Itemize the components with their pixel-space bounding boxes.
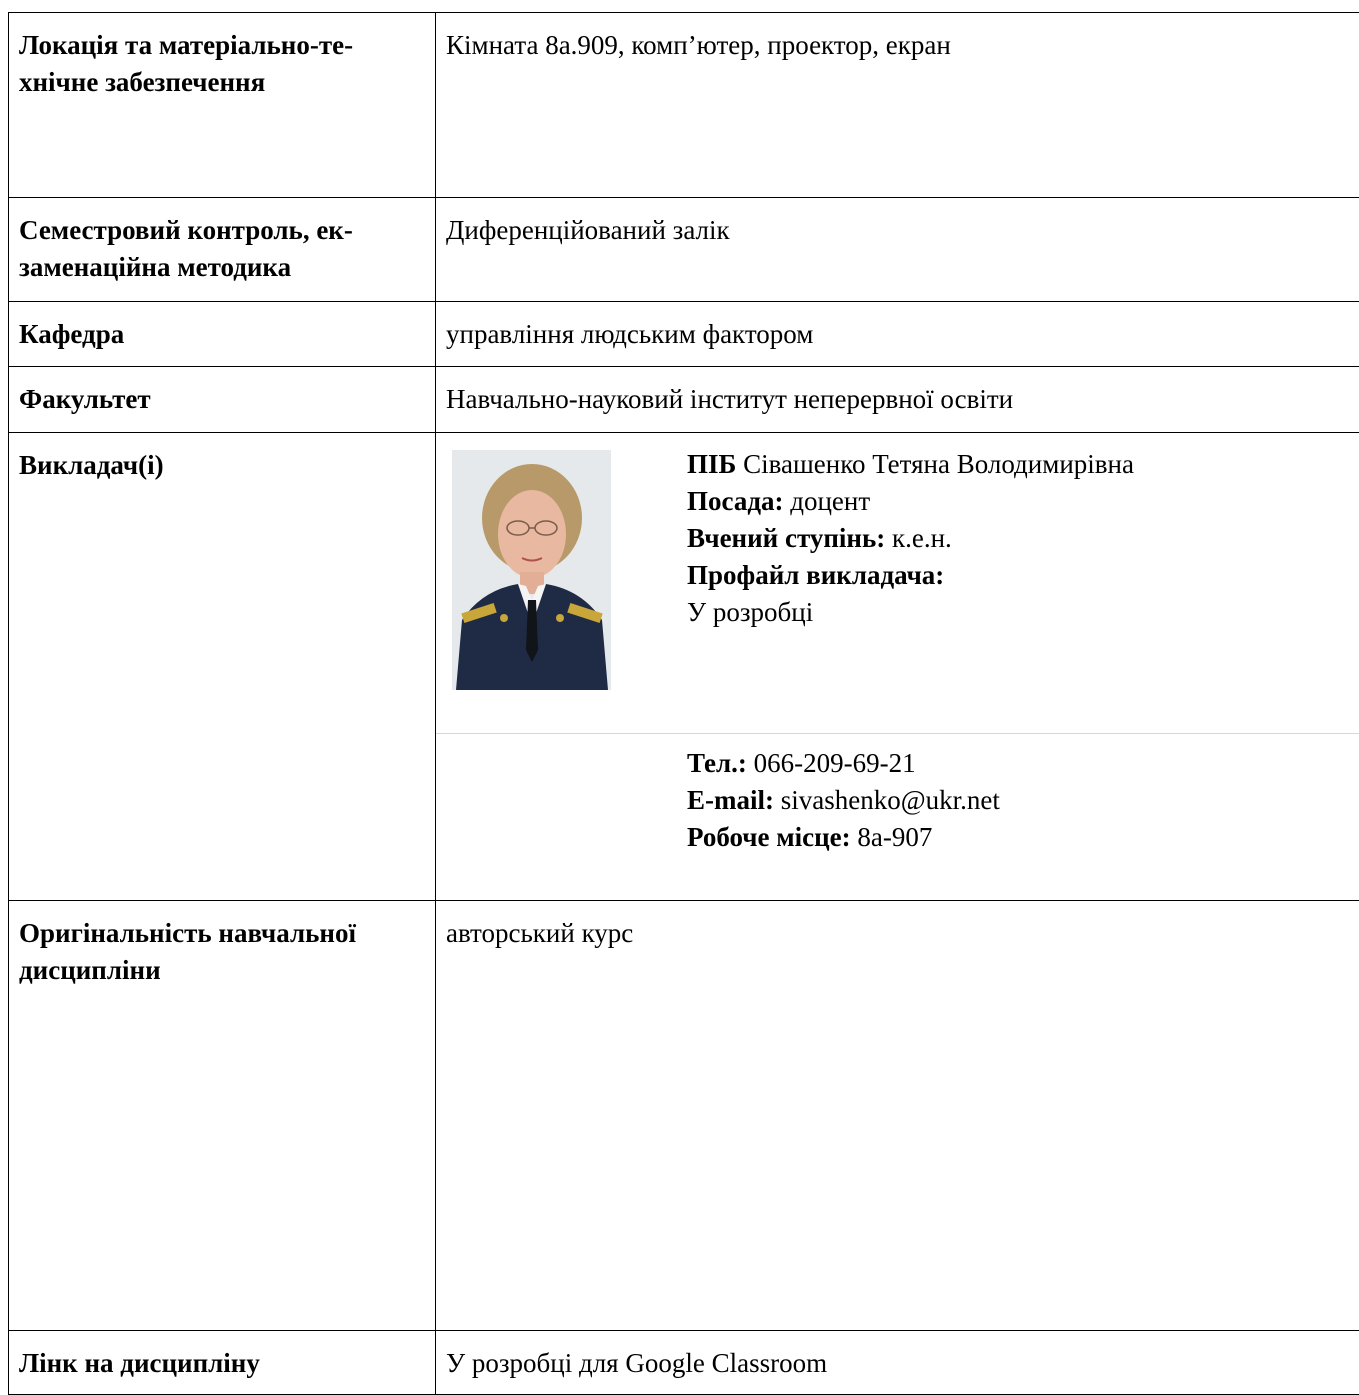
label-department: Кафедра (9, 302, 436, 367)
label-location-line2: хнічне забезпечення (19, 64, 425, 101)
value-faculty: Навчально-науковий інститут неперервної освіти (436, 367, 1359, 433)
label-teacher: Викладач(і) (9, 433, 436, 901)
label-location (9, 13, 436, 198)
teacher-phone-label: Тел.: (687, 748, 747, 778)
label-location-line1: Локація та матеріально-те- (19, 27, 425, 64)
teacher-profile-value: У розробці (687, 594, 1352, 631)
teacher-photo (452, 450, 611, 690)
teacher-degree-label: Вчений ступінь: (687, 523, 885, 553)
teacher-email-label: E-mail: (687, 785, 774, 815)
row-control (9, 198, 1359, 302)
teacher-workplace-value: 8а-907 (857, 822, 932, 852)
teacher-workplace-line (687, 819, 1352, 856)
teacher-cell (436, 433, 1359, 901)
row-location (9, 13, 1359, 198)
label-originality-line1: Оригінальність навчальної (19, 915, 425, 952)
row-teacher (9, 433, 1359, 901)
row-originality (9, 901, 1359, 1331)
teacher-degree-value: к.е.н. (892, 523, 952, 553)
teacher-name-label: ПІБ (687, 449, 736, 479)
row-link (9, 1331, 1359, 1395)
teacher-phone-line (687, 745, 1352, 782)
label-control-line2: заменаційна методика (19, 249, 425, 286)
teacher-contacts (687, 745, 1352, 856)
teacher-info (687, 446, 1352, 631)
label-control-line1: Семестровий контроль, ек- (19, 212, 425, 249)
row-faculty (9, 367, 1359, 433)
teacher-email-line (687, 782, 1352, 819)
teacher-name-value: Сівашенко Тетяна Володимирівна (743, 449, 1134, 479)
teacher-degree-line (687, 520, 1352, 557)
label-link: Лінк на дисципліну (9, 1331, 436, 1395)
course-info-table (8, 12, 1359, 1395)
label-originality-line2: дисципліни (19, 952, 425, 989)
label-originality (9, 901, 436, 1331)
teacher-contacts-block (436, 734, 1359, 900)
label-control (9, 198, 436, 302)
teacher-workplace-label: Робоче місце: (687, 822, 851, 852)
teacher-phone-value: 066-209-69-21 (754, 748, 916, 778)
value-originality: авторський курс (436, 901, 1359, 1331)
teacher-profile-label: Профайл викладача: (687, 557, 1352, 594)
teacher-portrait-icon (452, 450, 611, 690)
value-department: управління людським фактором (436, 302, 1359, 367)
teacher-name-line (687, 446, 1352, 483)
value-location: Кімната 8а.909, комп’ютер, проектор, екран (436, 13, 1359, 198)
teacher-main-block (436, 433, 1359, 734)
teacher-position-value: доцент (790, 486, 870, 516)
label-faculty: Факультет (9, 367, 436, 433)
row-department (9, 302, 1359, 367)
value-control: Диференційований залік (436, 198, 1359, 302)
teacher-position-label: Посада: (687, 486, 783, 516)
teacher-email-value[interactable]: sivashenko@ukr.net (781, 785, 1000, 815)
teacher-position-line (687, 483, 1352, 520)
value-link: У розробці для Google Classroom (436, 1331, 1359, 1395)
